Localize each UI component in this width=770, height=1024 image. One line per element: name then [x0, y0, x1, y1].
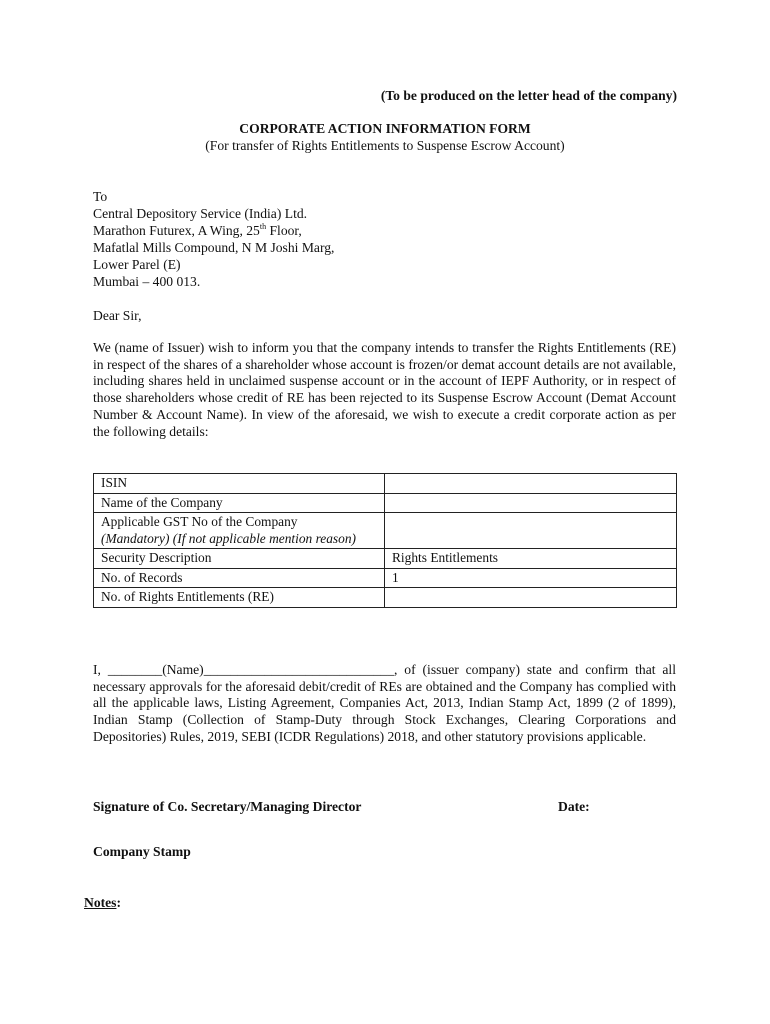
row-label-note: (Mandatory) (If not applicable mention reason)	[101, 530, 356, 546]
address-line-1: Central Depository Service (India) Ltd.	[93, 206, 308, 221]
row-value	[385, 513, 677, 549]
notes-heading: Notes:	[84, 895, 121, 910]
row-label: No. of Rights Entitlements (RE)	[94, 588, 385, 608]
salutation: Dear Sir,	[93, 308, 142, 323]
form-title: CORPORATE ACTION INFORMATION FORM	[239, 121, 531, 136]
row-label: No. of Records	[94, 568, 385, 588]
table-row	[94, 549, 677, 569]
address-line-3: Mafatlal Mills Compound, N M Joshi Marg,	[93, 240, 335, 255]
date-label: Date:	[558, 799, 590, 814]
address-line-2: Marathon Futurex, A Wing, 25th Floor,	[93, 222, 302, 238]
table-row	[94, 588, 677, 608]
body-paragraph: We (name of Issuer) wish to inform you that the company intends to transfer the Rights Entitlements (RE) in respect of the shares of a shareholder whose account is frozen/or demat account details are not available, including shares held in unclaimed suspense account or in the account of IEPF Authority, or in respect of those shareholders whose credit of RE has been rejected to its Suspense Escrow Account (Demat Account Number & Account Name). In view of the aforesaid, we wish to execute a credit corporate action as per the following details:	[93, 340, 676, 439]
company-stamp-label: Company Stamp	[93, 844, 191, 859]
address-line-4: Lower Parel (E)	[93, 257, 181, 272]
row-value	[385, 588, 677, 608]
signature-label: Signature of Co. Secretary/Managing Director	[93, 799, 362, 814]
table-row	[94, 493, 677, 513]
row-value: 1	[385, 568, 677, 588]
declaration-paragraph: I, ________(Name)____________________________, of (issuer company) state and confirm that all necessary approvals for the aforesaid debit/credit of REs are obtained and the Company has complied with all the applicable laws, Listing Agreement, Companies Act, 2013, Indian Stamp Act, 1899 (2 of 1899), Indian Stamp (Collection of Stamp-Duty through Stock Exchanges, Clearing Corporations and Depositories) Rules, 2019, SEBI (ICDR Regulations) 2018, and other statutory provisions applicable.	[93, 662, 676, 744]
row-label: Security Description	[94, 549, 385, 569]
address-block	[93, 188, 334, 290]
letterhead-note: (To be produced on the letter head of the company)	[380, 88, 677, 103]
row-label: Name of the Company	[94, 493, 385, 513]
row-value	[385, 493, 677, 513]
row-label: Applicable GST No of the Company (Mandatory) (If not applicable mention reason)	[94, 513, 385, 549]
address-to: To	[93, 189, 108, 204]
row-value: Rights Entitlements	[385, 549, 677, 569]
form-subtitle: (For transfer of Rights Entitlements to Suspense Escrow Account)	[205, 138, 565, 153]
table-row	[94, 568, 677, 588]
row-label: ISIN	[94, 474, 385, 494]
row-value	[385, 474, 677, 494]
table-row	[94, 474, 677, 494]
address-line-5: Mumbai – 400 013.	[93, 274, 201, 289]
details-table	[93, 473, 677, 608]
table-row	[94, 513, 677, 549]
